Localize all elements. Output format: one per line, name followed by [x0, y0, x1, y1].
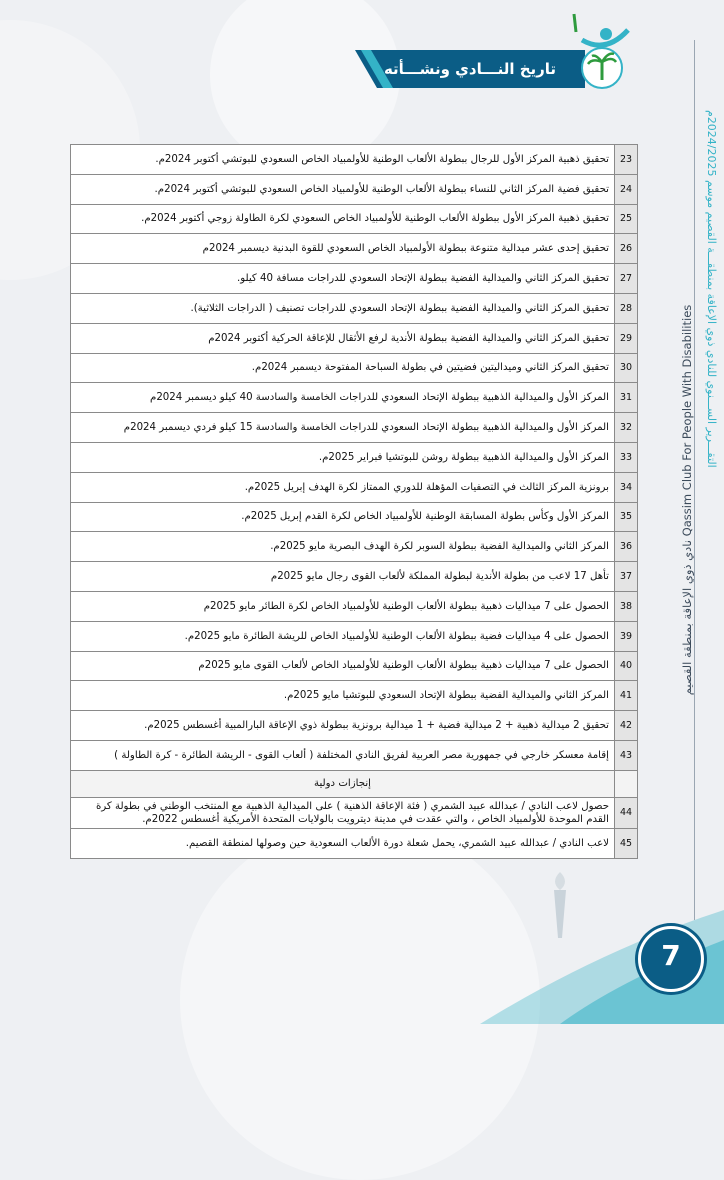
table-row	[71, 353, 638, 383]
table-row	[71, 797, 638, 828]
table-row	[71, 234, 638, 264]
table-row	[71, 442, 638, 472]
row-number: 28	[615, 293, 638, 323]
row-text: المركز الأول والميدالية الذهبية ببطولة الإتحاد السعودي للدراجات الخامسة والسادسة 15 كيلو فردي ديسمبر 2024م	[71, 413, 615, 443]
row-number: 41	[615, 681, 638, 711]
row-number: 29	[615, 323, 638, 353]
row-number: 37	[615, 562, 638, 592]
row-text: تحقيق ذهبية المركز الأول للرجال ببطولة الألعاب الوطنية للأولمبياد الخاص السعودي للبوتشي أكتوبر 2024م.	[71, 145, 615, 175]
row-number: 43	[615, 740, 638, 770]
table-row	[71, 472, 638, 502]
section-heading-row	[71, 770, 638, 797]
row-text: تحقيق إحدى عشر ميدالية متنوعة ببطولة الأولمبياد الخاص السعودي للقوة البدنية ديسمبر 2024م	[71, 234, 615, 264]
row-number: 45	[615, 828, 638, 858]
row-text: إقامة معسكر خارجي في جمهورية مصر العربية لفريق النادي المختلفة ( ألعاب القوى - الريشة الطائرة - كرة الطاولة )	[71, 740, 615, 770]
row-number: 44	[615, 797, 638, 828]
row-text: الحصول على 7 ميداليات ذهبية ببطولة الألعاب الوطنية للأولمبياد الخاص لكرة الطائر مايو 2025م	[71, 591, 615, 621]
table-row	[71, 681, 638, 711]
row-text: المركز الأول والميدالية الذهبية ببطولة الإتحاد السعودي للدراجات الخامسة والسادسة 40 كيلو ديسمبر 2024م	[71, 383, 615, 413]
row-number: 30	[615, 353, 638, 383]
row-number: 40	[615, 651, 638, 681]
table-row	[71, 145, 638, 175]
page-number: 7	[661, 939, 681, 972]
section-heading: إنجازات دولية	[71, 770, 615, 797]
row-number: 25	[615, 204, 638, 234]
table-row	[71, 174, 638, 204]
table-row	[71, 413, 638, 443]
row-number: 34	[615, 472, 638, 502]
row-text: تحقيق المركز الثاني والميدالية الفضية ببطولة الإتحاد السعودي للدراجات مسافة 40 كيلو.	[71, 264, 615, 294]
side-club-name: Qassim Club For People With Disabilities نادي ذوي الإعاقة بمنطقة القصيم	[680, 304, 694, 696]
row-text: تحقيق المركز الثاني والميدالية الفضية ببطولة الأندية لرفع الأثقال للإعاقة الحركية أكتوبر 2024م	[71, 323, 615, 353]
row-number: 36	[615, 532, 638, 562]
row-number: 24	[615, 174, 638, 204]
table-row	[71, 562, 638, 592]
row-number: 26	[615, 234, 638, 264]
side-report-title: التقـــرير الســـنوي للنادي ذوي الإعاقة بمنطقـــة القصيم موسم 2024/2025م	[705, 110, 718, 468]
row-text: تحقيق 2 ميدالية ذهبية + 2 ميدالية فضية + 1 ميدالية برونزية ببطولة ذوي الإعاقة البارالمبية أغسطس 2025م.	[71, 711, 615, 741]
row-number: 35	[615, 502, 638, 532]
row-text: المركز الثاني والميدالية الفضية ببطولة السوبر لكرة الهدف البصرية مايو 2025م.	[71, 532, 615, 562]
achievements-table	[70, 144, 638, 859]
row-number: 32	[615, 413, 638, 443]
row-text: حصول لاعب النادي / عبدالله عبيد الشمري ( فئة الإعاقة الذهنية ) على الميدالية الذهبية مع المنتخب الوطني في بطولة كرة القدم الموحدة للأولمبياد الخاص ، والتي عقدت في مدينة ديترويت بالولايات المتحدة الأمريكية أغسطس 2022م.	[71, 797, 615, 828]
table-row	[71, 502, 638, 532]
row-text: المركز الأول وكأس بطولة المسابقة الوطنية للأولمبياد الخاص لكرة القدم إبريل 2025م.	[71, 502, 615, 532]
row-number: 33	[615, 442, 638, 472]
club-logo-icon	[562, 10, 632, 90]
table-row	[71, 651, 638, 681]
table-row	[71, 383, 638, 413]
row-number: 23	[615, 145, 638, 175]
table-row	[71, 740, 638, 770]
row-text: تحقيق المركز الثاني وميداليتين فضيتين في بطولة السباحة المفتوحة ديسمبر 2024م.	[71, 353, 615, 383]
row-number: 39	[615, 621, 638, 651]
page-title: تاريخ النـــادي ونشـــأته	[383, 60, 557, 78]
row-text: تحقيق المركز الثاني والميدالية الفضية ببطولة الإتحاد السعودي للدراجات تصنيف ( الدراجات الثلاثية).	[71, 293, 615, 323]
row-text: المركز الأول والميدالية الذهبية ببطولة روشن للبوتشيا فبراير 2025م.	[71, 442, 615, 472]
row-text: تحقيق فضية المركز الثاني للنساء ببطولة الألعاب الوطنية للأولمبياد الخاص السعودي للبوتشي أكتوبر 2024م.	[71, 174, 615, 204]
row-text: الحصول على 4 ميداليات فضية ببطولة الألعاب الوطنية للأولمبياد الخاص للريشة الطائرة مايو 2025م.	[71, 621, 615, 651]
row-text: الحصول على 7 ميداليات ذهبية ببطولة الألعاب الوطنية للأولمبياد الخاص لألعاب القوى مايو 2025م	[71, 651, 615, 681]
table-row	[71, 264, 638, 294]
row-number: 38	[615, 591, 638, 621]
row-number	[615, 770, 638, 797]
table-row	[71, 591, 638, 621]
row-text: المركز الثاني والميدالية الفضية ببطولة الإتحاد السعودي للبوتشيا مايو 2025م.	[71, 681, 615, 711]
table-row	[71, 323, 638, 353]
torch-icon	[540, 870, 580, 940]
table-row	[71, 711, 638, 741]
row-number: 42	[615, 711, 638, 741]
row-number: 27	[615, 264, 638, 294]
row-text: لاعب النادي / عبدالله عبيد الشمري، يحمل شعلة دورة الألعاب السعودية حين وصولها لمنطقة القصيم.	[71, 828, 615, 858]
row-text: تحقيق ذهبية المركز الأول ببطولة الألعاب الوطنية للأولمبياد الخاص السعودي لكرة الطاولة زوجي أكتوبر 2024م.	[71, 204, 615, 234]
table-row	[71, 204, 638, 234]
row-text: برونزية المركز الثالث في التصفيات المؤهلة للدوري الممتاز لكرة الهدف إبريل 2025م.	[71, 472, 615, 502]
table-row	[71, 828, 638, 858]
bottom-wave-decoration	[0, 880, 724, 1024]
table-row	[71, 532, 638, 562]
row-number: 31	[615, 383, 638, 413]
table-row	[71, 621, 638, 651]
table-row	[71, 293, 638, 323]
row-text: تأهل 17 لاعب من بطولة الأندية لبطولة المملكة لألعاب القوى رجال مايو 2025م	[71, 562, 615, 592]
